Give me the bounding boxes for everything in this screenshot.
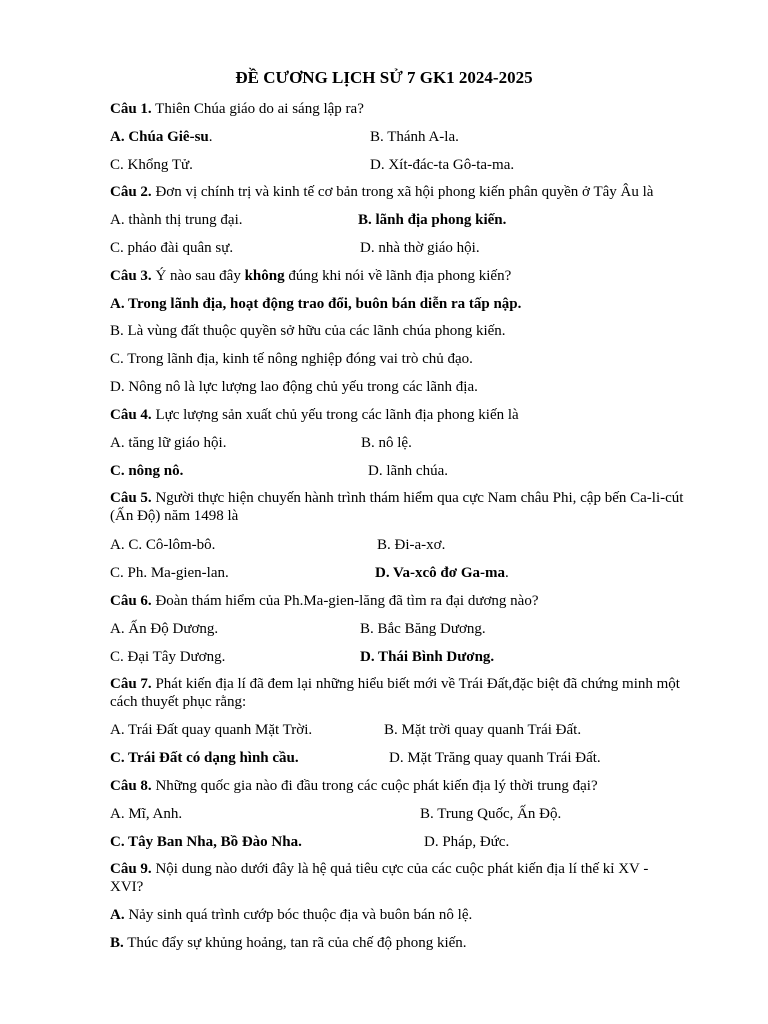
question-2-option-d: D. nhà thờ giáo hội. <box>360 240 480 256</box>
question-8-option-c: C. Tây Ban Nha, Bồ Đào Nha. <box>110 834 302 850</box>
question-7-option-b: B. Mặt trời quay quanh Trái Đất. <box>384 722 582 738</box>
question-3-option-d: D. Nông nô là lực lượng lao động chủ yếu trong các lãnh địa. <box>110 379 478 395</box>
question-4 <box>110 406 519 424</box>
question-8-option-a: A. Mĩ, Anh. <box>110 806 183 822</box>
question-9 <box>110 860 685 896</box>
question-5-option-c: C. Ph. Ma-gien-lan. <box>110 565 229 581</box>
question-8-option-d: D. Pháp, Đức. <box>424 834 510 850</box>
question-5-text: Người thực hiện chuyến hành trình thám hiểm qua cực Nam châu Phi, cập bến Ca-li-cút (Ấn Độ) năm 1498 là <box>110 490 684 524</box>
question-6-option-b: B. Bắc Băng Dương. <box>360 621 486 637</box>
question-4-option-d: D. lãnh chúa. <box>368 463 448 479</box>
question-4-option-c: C. nông nô. <box>110 463 184 479</box>
question-7-option-d: D. Mặt Trăng quay quanh Trái Đất. <box>389 750 601 766</box>
question-6 <box>110 592 538 610</box>
question-2 <box>110 183 653 201</box>
document-title: ĐỀ CƯƠNG LỊCH SỬ 7 GK1 2024-2025 <box>235 68 533 87</box>
question-8 <box>110 777 598 795</box>
question-1-text: Thiên Chúa giáo do ai sáng lập ra? <box>151 101 364 117</box>
question-2-text: Đơn vị chính trị và kinh tế cơ bản trong xã hội phong kiến phân quyền ở Tây Âu là <box>151 184 654 200</box>
question-8-text: Những quốc gia nào đi đầu trong các cuộc phát kiến địa lý thời trung đại? <box>151 778 598 794</box>
question-6-text: Đoàn thám hiểm của Ph.Ma-gien-lăng đã tìm ra đại dương nào? <box>151 593 539 609</box>
question-6-number: Câu 6. <box>110 593 152 609</box>
question-2-number: Câu 2. <box>110 184 152 200</box>
question-1-number: Câu 1. <box>110 101 152 117</box>
question-4-option-b: B. nô lệ. <box>361 435 412 451</box>
question-1-option-d: D. Xít-đác-ta Gô-ta-ma. <box>370 157 515 173</box>
question-2-option-b: B. lãnh địa phong kiến. <box>358 212 507 228</box>
question-6-option-d: D. Thái Bình Dương. <box>360 649 495 665</box>
question-1 <box>110 100 364 118</box>
question-9-option-b: B. Thúc đẩy sự khủng hoảng, tan rã của chế độ phong kiến. <box>110 935 467 951</box>
question-7 <box>110 675 685 711</box>
question-3-option-c: C. Trong lãnh địa, kinh tế nông nghiệp đóng vai trò chủ đạo. <box>110 351 473 367</box>
question-5-option-b: B. Đi-a-xơ. <box>377 537 446 553</box>
question-3-number: Câu 3. <box>110 268 152 284</box>
question-2-option-c: C. pháo đài quân sự. <box>110 240 234 256</box>
question-9-number: Câu 9. <box>110 861 152 877</box>
question-8-option-b: B. Trung Quốc, Ấn Độ. <box>420 806 562 822</box>
question-1-option-b: B. Thánh A-la. <box>370 129 459 145</box>
question-5-number: Câu 5. <box>110 490 152 506</box>
question-1-option-c: C. Khổng Tử. <box>110 157 193 173</box>
question-4-number: Câu 4. <box>110 407 152 423</box>
question-6-option-c: C. Đại Tây Dương. <box>110 649 226 665</box>
question-3-emphasis: không <box>244 268 285 284</box>
question-5-option-a: A. C. Cô-lôm-bô. <box>110 537 216 553</box>
question-7-text: Phát kiến địa lí đã đem lại những hiểu biết mới về Trái Đất,đặc biệt đã chứng minh một cách thuyết phục rằng: <box>110 676 680 710</box>
question-3: Câu 3. Ý nào sau đây không đúng khi nói về lãnh địa phong kiến? <box>110 268 512 284</box>
question-4-option-a: A. tăng lữ giáo hội. <box>110 435 227 451</box>
question-7-number: Câu 7. <box>110 676 152 692</box>
question-4-text: Lực lượng sản xuất chủ yếu trong các lãnh địa phong kiến là <box>151 407 519 423</box>
question-3-option-a: A. Trong lãnh địa, hoạt động trao đổi, buôn bán diễn ra tấp nập. <box>110 296 522 312</box>
question-3-option-b: B. Là vùng đất thuộc quyền sở hữu của các lãnh chúa phong kiến. <box>110 323 506 339</box>
question-2-option-a: A. thành thị trung đại. <box>110 212 243 228</box>
question-9-option-a: A. Nảy sinh quá trình cướp bóc thuộc địa và buôn bán nô lệ. <box>110 907 473 923</box>
question-9-text: Nội dung nào dưới đây là hệ quả tiêu cực của các cuộc phát kiến địa lí thế kỉ XV - XVI? <box>110 861 649 895</box>
question-7-option-c: C. Trái Đất có dạng hình cầu. <box>110 750 299 766</box>
question-6-option-a: A. Ấn Độ Dương. <box>110 621 219 637</box>
question-8-number: Câu 8. <box>110 778 152 794</box>
question-7-option-a: A. Trái Đất quay quanh Mặt Trời. <box>110 722 313 738</box>
question-5 <box>110 489 685 525</box>
question-5-option-d: D. Va-xcô đơ Ga-ma. <box>375 565 509 581</box>
question-1-option-a: A. Chúa Giê-su. <box>110 129 213 145</box>
